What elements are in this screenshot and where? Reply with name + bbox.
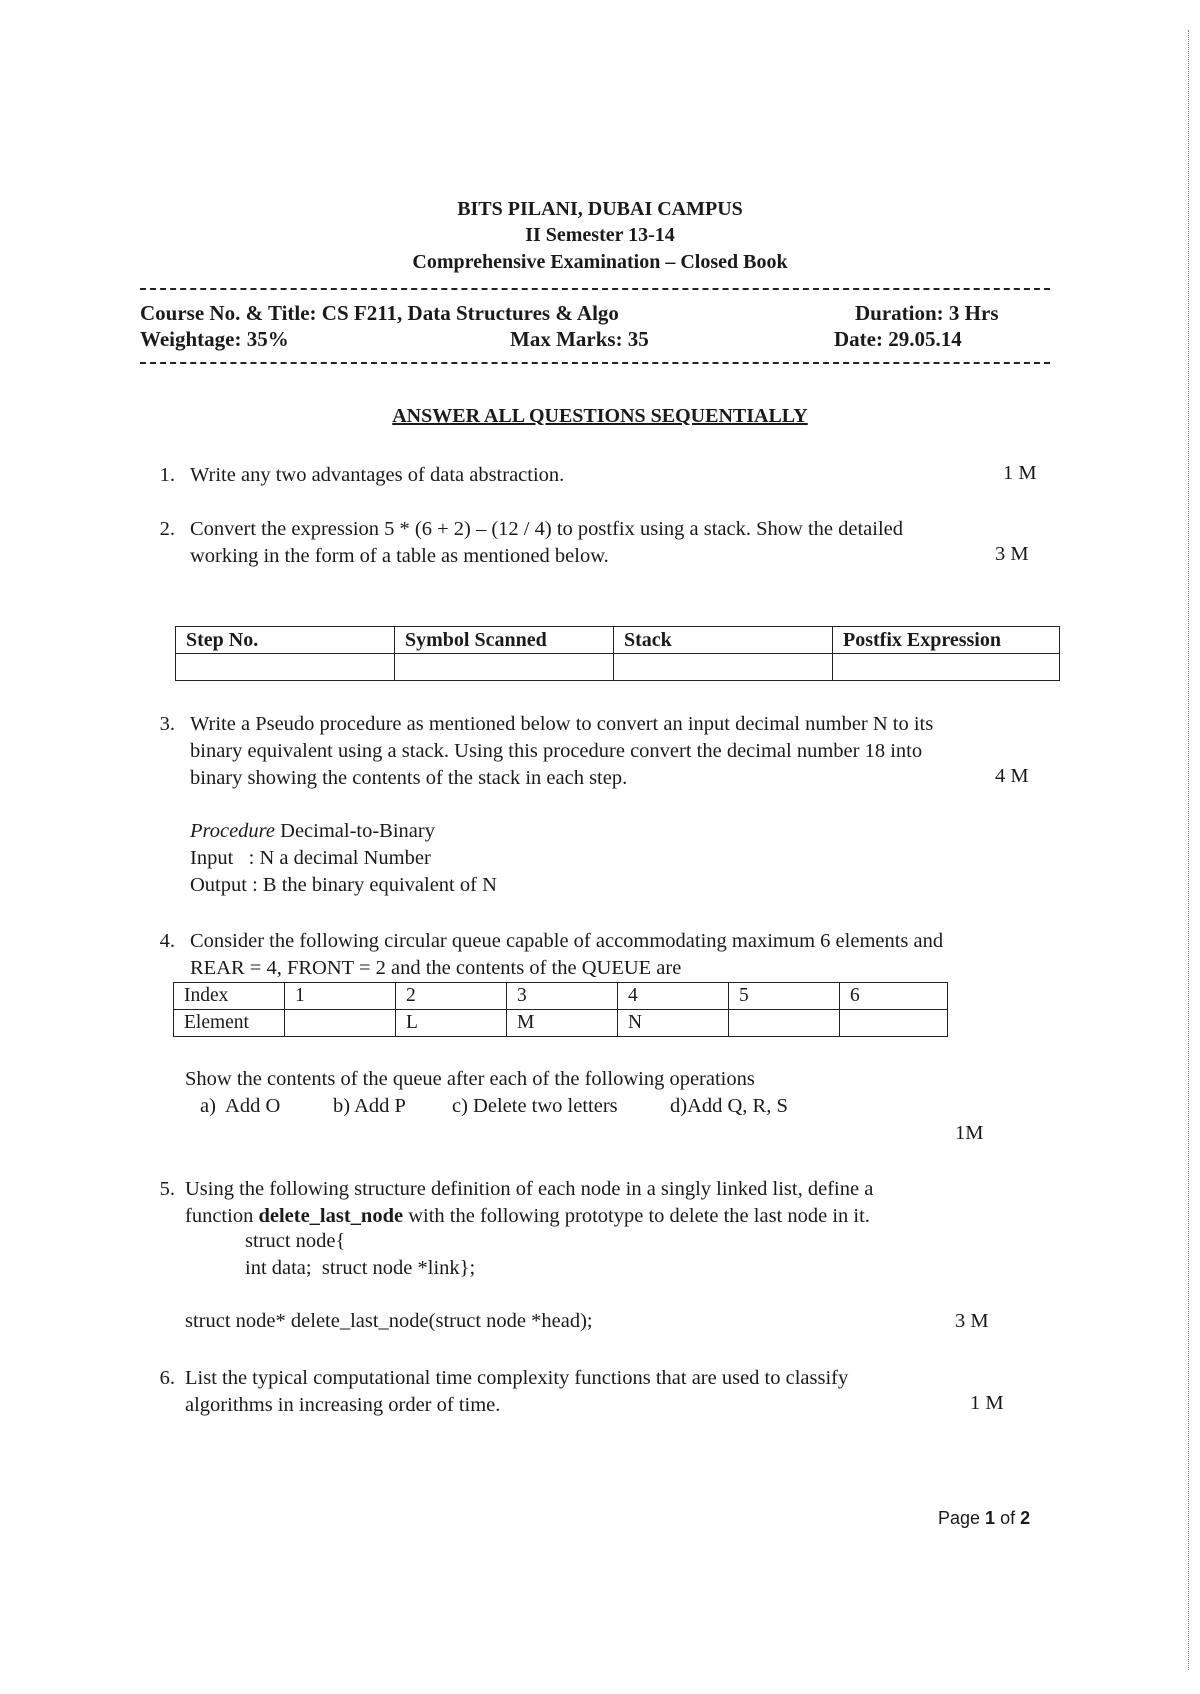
table-header-row — [176, 627, 1060, 654]
max-marks: Max Marks: 35 — [510, 327, 649, 351]
question-text-line3: binary showing the contents of the stack in each step. — [190, 767, 628, 789]
question-number: 3. — [159, 713, 175, 735]
duration: Duration: 3 Hrs — [855, 301, 999, 325]
text-fragment: function — [185, 1205, 259, 1227]
table-row — [176, 654, 1060, 681]
course-title: Course No. & Title: CS F211, Data Structures & Algo — [140, 301, 619, 325]
code-line-2: int data; struct node *link}; — [245, 1257, 476, 1279]
table-cell — [614, 654, 833, 681]
marks-q4: 1M — [955, 1122, 984, 1144]
code-line-1: struct node{ — [245, 1230, 346, 1252]
page-number — [938, 1508, 1030, 1529]
index-cell: 3 — [507, 983, 618, 1010]
function-prototype: struct node* delete_last_node(struct node *head); — [185, 1310, 593, 1332]
element-label: Element — [174, 1010, 285, 1037]
procedure-input: Input : N a decimal Number — [190, 847, 431, 869]
header-symbol-scanned: Symbol Scanned — [395, 627, 614, 654]
weightage: Weightage: 35% — [140, 327, 289, 351]
postfix-table — [175, 626, 1060, 681]
table-cell — [395, 654, 614, 681]
index-cell: 5 — [729, 983, 840, 1010]
page-of: of — [995, 1508, 1021, 1528]
marks-q6: 1 M — [970, 1392, 1004, 1414]
question-text-line1: List the typical computational time complexity functions that are used to classify — [185, 1367, 849, 1389]
table-cell — [176, 654, 395, 681]
instruction-heading: ANSWER ALL QUESTIONS SEQUENTIALLY — [392, 405, 808, 427]
circular-queue-table — [173, 982, 948, 1037]
element-cell: M — [507, 1010, 618, 1037]
question-text-line1: Consider the following circular queue capable of accommodating maximum 6 elements and — [190, 930, 944, 952]
question-text: Write any two advantages of data abstraction. — [190, 464, 565, 486]
question-text-line2 — [185, 1203, 870, 1230]
index-row — [174, 983, 948, 1010]
question-text-line2: algorithms in increasing order of time. — [185, 1394, 501, 1416]
question-text-line1: Using the following structure definition of each node in a singly linked list, define a — [185, 1178, 874, 1200]
question-text-line1: Write a Pseudo procedure as mentioned below to convert an input decimal number N to its — [190, 713, 934, 735]
procedure-title: Decimal-to-Binary — [275, 820, 435, 842]
element-cell: L — [396, 1010, 507, 1037]
procedure-keyword: Procedure — [190, 820, 276, 842]
semester: II Semester 13-14 — [525, 224, 675, 246]
operations-intro: Show the contents of the queue after each of the following operations — [185, 1068, 755, 1090]
divider-top — [140, 288, 1050, 290]
table-cell — [833, 654, 1060, 681]
operation-a: a) Add O — [200, 1095, 281, 1117]
header-postfix-expression: Postfix Expression — [833, 627, 1060, 654]
page-total: 2 — [1020, 1508, 1031, 1528]
institution-name: BITS PILANI, DUBAI CAMPUS — [457, 198, 743, 220]
divider-bottom — [140, 362, 1050, 364]
header-stack: Stack — [614, 627, 833, 654]
element-cell — [840, 1010, 948, 1037]
question-text-line1: Convert the expression 5 * (6 + 2) – (12 / 4) to postfix using a stack. Show the detailed — [190, 518, 903, 540]
text-fragment: with the following prototype to delete the last node in it. — [403, 1205, 870, 1227]
marks-q3: 4 M — [995, 765, 1029, 787]
exam-title: Comprehensive Examination – Closed Book — [412, 251, 788, 273]
question-number: 6. — [159, 1367, 175, 1389]
marks-q2: 3 M — [995, 543, 1029, 565]
operation-c: c) Delete two letters — [452, 1095, 618, 1117]
page-current: 1 — [985, 1508, 996, 1528]
marks-q1: 1 M — [1003, 462, 1037, 484]
index-cell: 4 — [618, 983, 729, 1010]
header-step-no: Step No. — [176, 627, 395, 654]
question-number: 4. — [159, 930, 175, 952]
index-cell: 2 — [396, 983, 507, 1010]
page-edge-dotted-border — [1188, 30, 1189, 1670]
operation-b: b) Add P — [333, 1095, 406, 1117]
element-row — [174, 1010, 948, 1037]
function-name: delete_last_node — [258, 1205, 404, 1227]
operation-d: d)Add Q, R, S — [670, 1095, 788, 1117]
question-text-line2: REAR = 4, FRONT = 2 and the contents of the QUEUE are — [190, 957, 682, 979]
question-number: 1. — [159, 464, 175, 486]
element-cell — [285, 1010, 396, 1037]
page-prefix: Page — [938, 1508, 986, 1528]
element-cell: N — [618, 1010, 729, 1037]
procedure-name — [190, 820, 435, 843]
marks-q5: 3 M — [955, 1310, 989, 1332]
question-text-line2: binary equivalent using a stack. Using this procedure convert the decimal number 18 into — [190, 740, 923, 762]
exam-date: Date: 29.05.14 — [834, 327, 962, 351]
question-number: 5. — [159, 1178, 175, 1200]
question-number: 2. — [159, 518, 175, 540]
index-label: Index — [174, 983, 285, 1010]
question-text-line2: working in the form of a table as mentioned below. — [190, 545, 609, 567]
element-cell — [729, 1010, 840, 1037]
procedure-output: Output : B the binary equivalent of N — [190, 874, 497, 896]
index-cell: 1 — [285, 983, 396, 1010]
index-cell: 6 — [840, 983, 948, 1010]
